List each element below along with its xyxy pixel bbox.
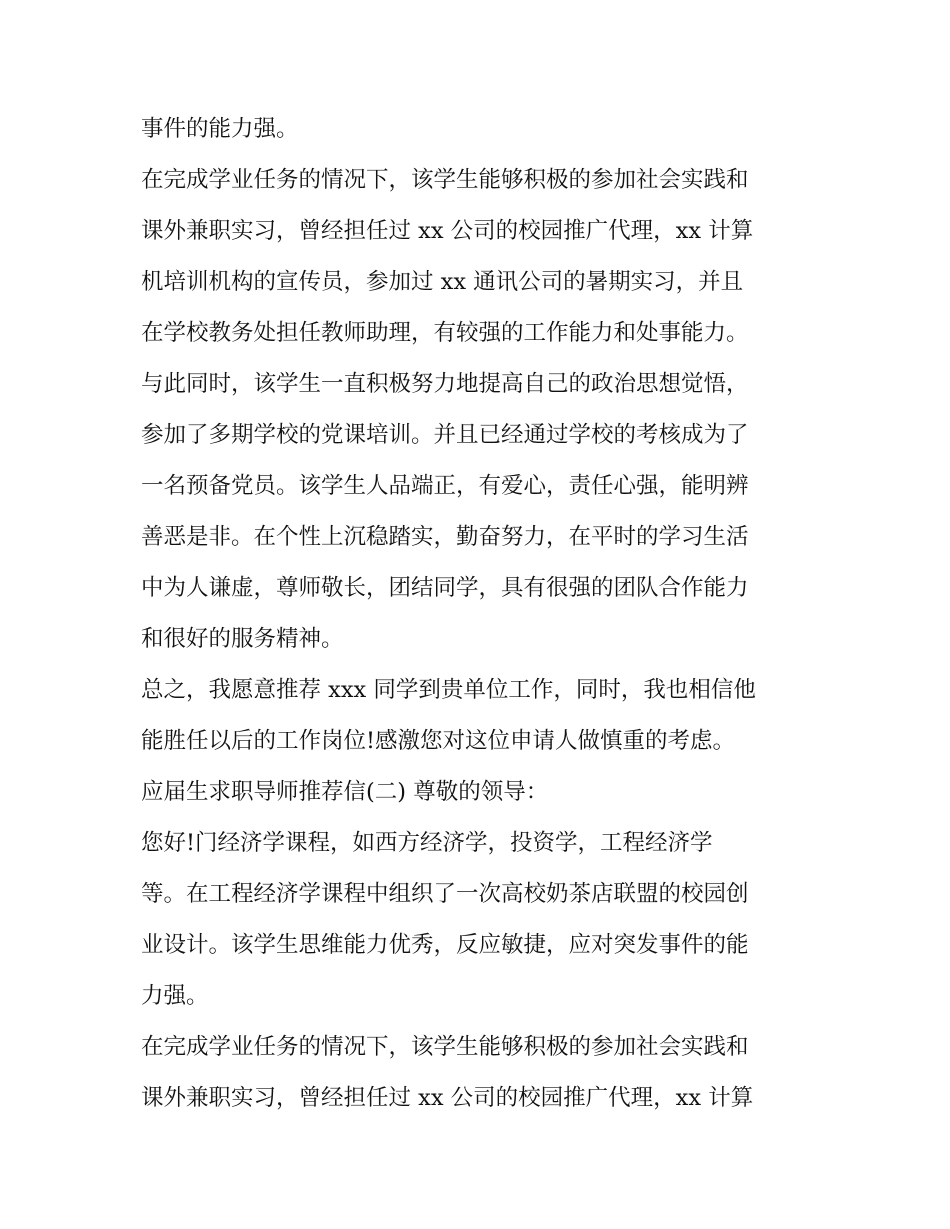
text-line: 您好!门经济学课程，如西方经济学，投资学，工程经济学 xyxy=(141,830,713,856)
document-body xyxy=(141,104,821,1124)
text-line: 善恶是非。在个性上沉稳踏实，勤奋努力，在平时的学习生活 xyxy=(141,524,749,550)
text-line: 中为人谦虚，尊师敬长，团结同学，具有很强的团队合作能力 xyxy=(141,575,749,601)
section-heading-line: 应届生求职导师推荐信(二) 尊敬的领导： xyxy=(141,779,549,805)
text-line: 与此同时，该学生一直积极努力地提高自己的政治思想觉悟， xyxy=(141,371,749,397)
text-line: 能胜任以后的工作岗位!感激您对这位申请人做慎重的考虑。 xyxy=(141,728,736,754)
text-line: 总之，我愿意推荐 xxx 同学到贵单位工作，同时，我也相信他 xyxy=(141,677,756,703)
text-line: 力强。 xyxy=(141,983,209,1009)
text-line: 等。在工程经济学课程中组织了一次高校奶茶店联盟的校园创 xyxy=(141,881,749,907)
text-line: 课外兼职实习，曾经担任过 xx 公司的校园推广代理，xx 计算 xyxy=(141,218,754,244)
text-line: 业设计。该学生思维能力优秀，反应敏捷，应对突发事件的能 xyxy=(141,932,749,958)
text-line: 机培训机构的宣传员，参加过 xx 通讯公司的暑期实习，并且 xyxy=(141,269,744,295)
text-line: 和很好的服务精神。 xyxy=(141,626,344,652)
text-line: 在学校教务处担任教师助理，有较强的工作能力和处事能力。 xyxy=(141,320,749,346)
text-line: 课外兼职实习，曾经担任过 xx 公司的校园推广代理，xx 计算 xyxy=(141,1085,754,1111)
text-line: 一名预备党员。该学生人品端正，有爱心，责任心强，能明辨 xyxy=(141,473,749,499)
text-line: 在完成学业任务的情况下，该学生能够积极的参加社会实践和 xyxy=(141,167,749,193)
text-line: 事件的能力强。 xyxy=(141,116,299,142)
text-line: 参加了多期学校的党课培训。并且已经通过学校的考核成为了 xyxy=(141,422,749,448)
text-line: 在完成学业任务的情况下，该学生能够积极的参加社会实践和 xyxy=(141,1034,749,1060)
